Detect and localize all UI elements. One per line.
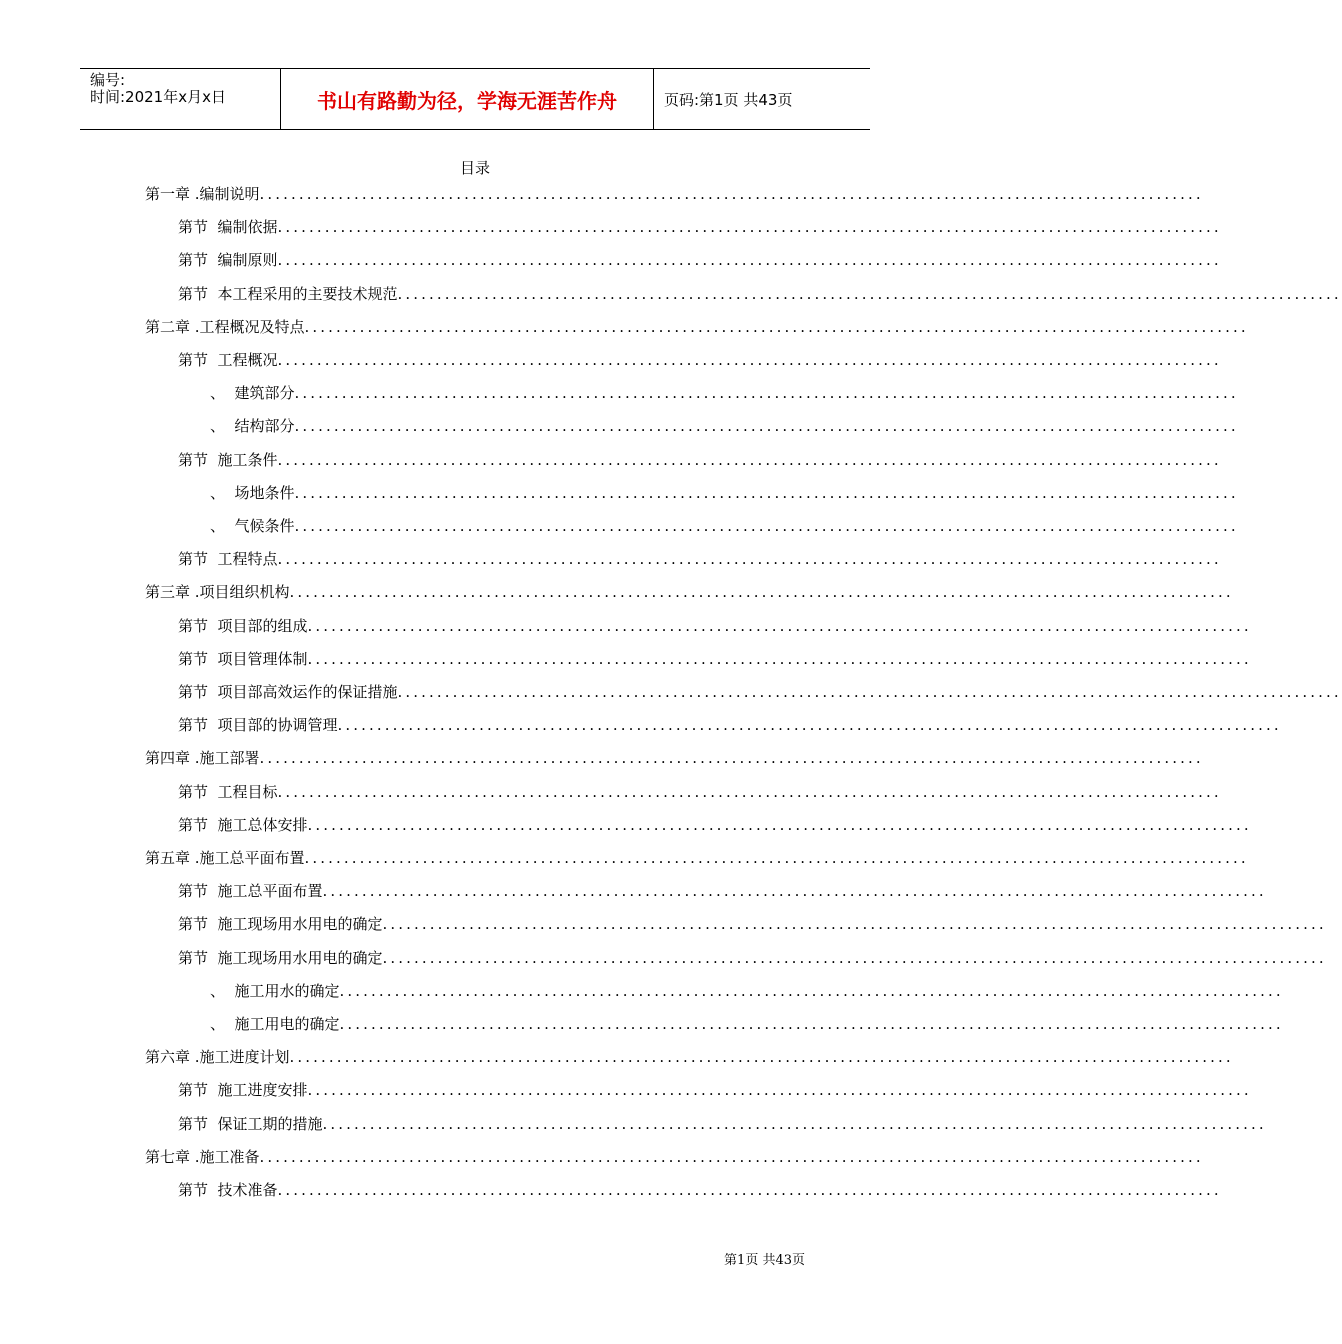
toc-entry[interactable] bbox=[178, 913, 1327, 935]
toc-leader-dots: ........................................................................................................................ bbox=[307, 650, 1252, 668]
toc-leader-dots: ........................................................................................................................ bbox=[382, 949, 1327, 967]
document-number-label: 编号: bbox=[90, 71, 126, 89]
toc-entry[interactable] bbox=[178, 548, 1222, 570]
toc-entry-label: 、 场地条件 bbox=[210, 484, 295, 502]
toc-entry-label: 第节 工程概况 bbox=[178, 351, 278, 369]
toc-entry[interactable] bbox=[178, 1179, 1222, 1201]
toc-leader-dots: ........................................................................................................................ bbox=[307, 1081, 1252, 1099]
toc-leader-dots: ........................................................................................................................ bbox=[339, 1015, 1284, 1033]
toc-entry[interactable] bbox=[145, 1046, 1234, 1068]
toc-leader-dots: ........................................................................................................................ bbox=[259, 185, 1204, 203]
toc-entry-label: 第节 施工条件 bbox=[178, 451, 278, 469]
toc-leader-dots: ........................................................................................................................ bbox=[307, 816, 1252, 834]
toc-entry-label: 第节 本工程采用的主要技术规范 bbox=[178, 285, 398, 303]
toc-entry[interactable] bbox=[178, 349, 1222, 371]
toc-entry[interactable] bbox=[210, 415, 1239, 437]
toc-entry[interactable] bbox=[178, 249, 1222, 271]
toc-leader-dots: ........................................................................................................................ bbox=[277, 550, 1222, 568]
toc-entry[interactable] bbox=[178, 1113, 1267, 1135]
toc-entry-label: 、 施工用电的确定 bbox=[210, 1015, 340, 1033]
document-time-label: 时间:2021年x月x日 bbox=[90, 88, 226, 106]
toc-leader-dots: ........................................................................................................................ bbox=[322, 1115, 1267, 1133]
toc-entry[interactable] bbox=[178, 648, 1252, 670]
toc-entry[interactable] bbox=[210, 980, 1284, 1002]
toc-entry[interactable] bbox=[210, 1013, 1284, 1035]
toc-leader-dots: ........................................................................................................................ bbox=[322, 882, 1267, 900]
toc-entry[interactable] bbox=[145, 747, 1204, 769]
toc-entry[interactable] bbox=[178, 947, 1327, 969]
toc-leader-dots: ........................................................................................................................ bbox=[294, 484, 1239, 502]
toc-leader-dots: ........................................................................................................................ bbox=[259, 1148, 1204, 1166]
toc-entry[interactable] bbox=[178, 814, 1252, 836]
toc-entry-label: 第节 施工现场用水用电的确定 bbox=[178, 915, 383, 933]
toc-entry-label: 第三章 .项目组织机构 bbox=[145, 583, 290, 601]
toc-entry[interactable] bbox=[145, 1146, 1204, 1168]
toc-entry-label: 第节 施工现场用水用电的确定 bbox=[178, 949, 383, 967]
toc-entry[interactable] bbox=[210, 515, 1239, 537]
toc-entry-label: 、 气候条件 bbox=[210, 517, 295, 535]
toc-leader-dots: ........................................................................................................................ bbox=[277, 783, 1222, 801]
toc-entry-label: 第二章 .工程概况及特点 bbox=[145, 318, 305, 336]
toc-entry-label: 第一章 .编制说明 bbox=[145, 185, 260, 203]
toc-leader-dots: ........................................................................................................................ bbox=[289, 1048, 1234, 1066]
header-meta bbox=[80, 69, 281, 129]
toc-leader-dots: ........................................................................................................................ bbox=[277, 351, 1222, 369]
toc-leader-dots: ........................................................................................................................ bbox=[294, 417, 1239, 435]
toc-entry-label: 第七章 .施工准备 bbox=[145, 1148, 260, 1166]
toc-entry-label: 、 建筑部分 bbox=[210, 384, 295, 402]
toc-entry[interactable] bbox=[178, 781, 1222, 803]
toc-entry[interactable] bbox=[178, 449, 1222, 471]
toc-entry-label: 第节 施工总体安排 bbox=[178, 816, 308, 834]
toc-entry[interactable] bbox=[178, 714, 1282, 736]
page-header bbox=[80, 68, 870, 130]
toc-entry[interactable] bbox=[210, 382, 1239, 404]
toc-leader-dots: ........................................................................................................................ bbox=[294, 384, 1239, 402]
toc-leader-dots: ........................................................................................................................ bbox=[304, 318, 1249, 336]
toc-entry-label: 第节 保证工期的措施 bbox=[178, 1115, 323, 1133]
toc-entry-label: 第节 编制原则 bbox=[178, 251, 278, 269]
toc-entry[interactable] bbox=[210, 482, 1239, 504]
toc-entry-label: 第六章 .施工进度计划 bbox=[145, 1048, 290, 1066]
toc-entry-label: 第节 项目部的组成 bbox=[178, 617, 308, 635]
toc-leader-dots: ........................................................................................................................ bbox=[277, 1181, 1222, 1199]
toc-entry-label: 第节 项目部的协调管理 bbox=[178, 716, 338, 734]
toc-leader-dots: ........................................................................................................................ bbox=[277, 218, 1222, 236]
toc-entry[interactable] bbox=[178, 681, 1342, 703]
toc-leader-dots: ........................................................................................................................ bbox=[304, 849, 1249, 867]
toc-entry-label: 第四章 .施工部署 bbox=[145, 749, 260, 767]
toc-entry-label: 第节 施工总平面布置 bbox=[178, 882, 323, 900]
toc-leader-dots: ........................................................................................................................ bbox=[277, 451, 1222, 469]
toc-leader-dots: ........................................................................................................................ bbox=[289, 583, 1234, 601]
toc-entry[interactable] bbox=[145, 316, 1249, 338]
toc-leader-dots: ........................................................................................................................ bbox=[337, 716, 1282, 734]
toc-leader-dots: ........................................................................................................................ bbox=[339, 982, 1284, 1000]
toc-entry[interactable] bbox=[145, 183, 1204, 205]
toc-leader-dots: ........................................................................................................................ bbox=[259, 749, 1204, 767]
toc-entry[interactable] bbox=[178, 283, 1342, 305]
toc-entry-label: 、 结构部分 bbox=[210, 417, 295, 435]
toc-entry-label: 、 施工用水的确定 bbox=[210, 982, 340, 1000]
toc-title: 目录 bbox=[459, 159, 490, 177]
page-footer: 第1页 共43页 bbox=[724, 1253, 805, 1268]
toc-leader-dots: ........................................................................................................................ bbox=[294, 517, 1239, 535]
header-motto: 书山有路勤为径，学海无涯苦作舟 bbox=[281, 69, 654, 129]
toc-entry[interactable] bbox=[178, 216, 1222, 238]
toc-entry[interactable] bbox=[178, 615, 1252, 637]
toc-leader-dots: ........................................................................................................................ bbox=[382, 915, 1327, 933]
toc-leader-dots: ........................................................................................................................ bbox=[277, 251, 1222, 269]
toc-leader-dots: ........................................................................................................................ bbox=[397, 285, 1342, 303]
toc-leader-dots: ........................................................................................................................ bbox=[307, 617, 1252, 635]
toc-entry-label: 第节 施工进度安排 bbox=[178, 1081, 308, 1099]
toc-entry[interactable] bbox=[178, 880, 1267, 902]
toc-entry[interactable] bbox=[178, 1079, 1252, 1101]
header-page-info: 页码:第1页 共43页 bbox=[664, 90, 793, 109]
toc-entry[interactable] bbox=[145, 581, 1234, 603]
toc-entry-label: 第节 项目部高效运作的保证措施 bbox=[178, 683, 398, 701]
toc-entry-label: 第节 项目管理体制 bbox=[178, 650, 308, 668]
toc-entry-label: 第节 工程目标 bbox=[178, 783, 278, 801]
toc-entry-label: 第节 编制依据 bbox=[178, 218, 278, 236]
toc-leader-dots: ........................................................................................................................ bbox=[397, 683, 1342, 701]
toc-entry-label: 第节 技术准备 bbox=[178, 1181, 278, 1199]
toc-entry-label: 第五章 .施工总平面布置 bbox=[145, 849, 305, 867]
toc-entry[interactable] bbox=[145, 847, 1249, 869]
toc-entry-label: 第节 工程特点 bbox=[178, 550, 278, 568]
